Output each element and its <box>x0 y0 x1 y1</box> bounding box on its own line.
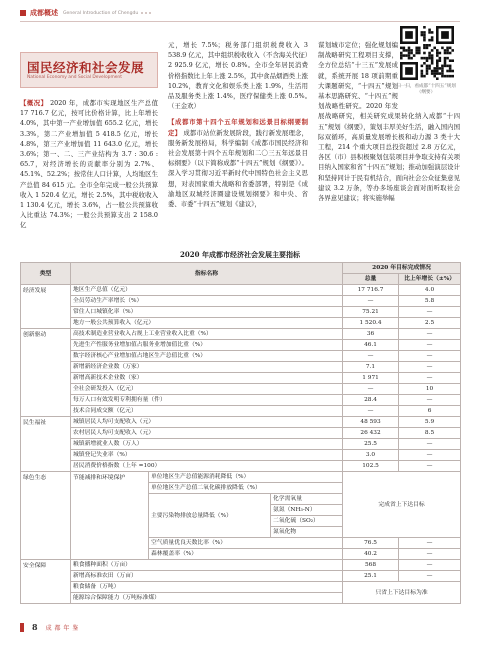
page-number: 8 <box>32 622 38 632</box>
indicator-growth: 8.5 <box>399 428 461 439</box>
indicator-name: 森林覆盖率（%） <box>149 549 343 560</box>
column-header-type: 类型 <box>21 263 71 285</box>
table-row <box>21 472 461 483</box>
page-header <box>20 7 153 19</box>
column-header-period: 2020 年目标完成情况 <box>343 263 461 274</box>
indicators-table <box>20 262 461 604</box>
indicator-name: 粮食播种面积（万亩） <box>71 560 343 571</box>
pollutant-name: 二氧化硫（SO₂） <box>271 516 343 527</box>
indicator-name: 全员劳动生产率增长（%） <box>71 296 343 307</box>
table-row <box>21 384 461 395</box>
chapter-heading-title: 国民经济和社会发展 <box>27 60 145 75</box>
section-marker-icon <box>20 10 26 16</box>
indicator-name: 主要污染物排放总量降低（%） <box>149 494 271 538</box>
indicator-name: 新增高标准农田（万亩） <box>71 571 343 582</box>
table-row <box>21 450 461 461</box>
indicator-growth: 4.0 <box>399 285 461 296</box>
indicator-total: — <box>343 296 399 307</box>
indicator-total: 36 <box>343 329 399 340</box>
indicator-name: 技术合同成交额（亿元） <box>71 406 343 417</box>
overview-continued-text: 元，增长 7.5%；税务部门组织税费收入 3 538.9 亿元，其中组织税收收入（不含海关代征）2 925.9 亿元，增长 0.8%。全市全年居民消费价格指数比上年上涨 2.5%，其中食品烟酒类上涨 10.2%，教育文化和娱乐类上涨 1.9%，生活用品及服务类上涨 1.4%，医疗保健类上涨 0.5%。 （王金欢） <box>168 41 315 111</box>
indicator-growth: — <box>399 340 461 351</box>
indicator-total: 568 <box>343 560 399 571</box>
indicator-name: 地方一般公共预算收入（亿元） <box>71 318 343 329</box>
pollutant-name: 化学需氧量 <box>271 494 343 505</box>
footer-marker-icon <box>20 623 24 632</box>
table-row <box>21 318 461 329</box>
indicator-growth: — <box>399 373 461 384</box>
table-row <box>21 406 461 417</box>
table-header-row <box>21 263 461 274</box>
header-rule <box>20 21 460 22</box>
indicator-name: 常住人口城镇化率（%） <box>71 307 343 318</box>
indicator-name: 城镇登记失业率（%） <box>71 450 343 461</box>
plan-text: 成都市站位新发展阶段，践行新发展理念，服务新发展格局，科学编制《成都市国民经济和社会发展第十四个五年规划和二〇三五年远景目标纲要》（以下简称成都“十四五”规划《纲要》）。深入学习贯彻习近平新时代中国特色社会主义思想，对表国家重大战略和省委部署，特别是《成渝地区双城经济圈建设规划纲要》和中央、省委、市委“十四五”规划《建议》， <box>168 128 309 209</box>
indicator-growth: — <box>399 450 461 461</box>
category-cell: 创新驱动 <box>21 329 71 417</box>
table-row <box>21 571 461 582</box>
indicator-growth: — <box>399 549 461 560</box>
indicator-growth: — <box>399 329 461 340</box>
chapter-heading-subtitle: National Economy and Social Development <box>27 75 122 80</box>
section-title: 成都概述 <box>30 8 58 17</box>
indicator-growth: — <box>399 395 461 406</box>
table-row <box>21 340 461 351</box>
indicator-name: 单位地区生产总值二氧化碳排放降低（%） <box>149 483 343 494</box>
indicator-name: 能源综合保障能力（万吨标准煤） <box>71 593 343 604</box>
table-row <box>21 351 461 362</box>
column-header-name: 指标名称 <box>71 263 343 285</box>
indicator-growth: 10 <box>399 384 461 395</box>
indicator-name: 粮食储备（万吨） <box>71 582 343 593</box>
indicator-growth: — <box>399 560 461 571</box>
category-cell: 民生福祉 <box>21 417 71 472</box>
indicator-total: 25.5 <box>343 439 399 450</box>
indicator-total: 26 432 <box>343 428 399 439</box>
indicator-total: — <box>343 384 399 395</box>
indicator-growth: — <box>399 351 461 362</box>
indicator-total: 3.0 <box>343 450 399 461</box>
indicator-name: 每万人口有效发明专利拥有量（件） <box>71 395 343 406</box>
indicator-name: 单位地区生产总值能源消耗降低（%） <box>149 472 343 483</box>
indicator-growth: 5.9 <box>399 417 461 428</box>
table-row <box>21 329 461 340</box>
indicator-total: 75.21 <box>343 307 399 318</box>
indicator-total: 1 520.4 <box>343 318 399 329</box>
indicator-total: — <box>343 406 399 417</box>
pollutant-name: 氮氧化物 <box>271 527 343 538</box>
indicator-total: 17 716.7 <box>343 285 399 296</box>
indicator-growth: — <box>399 362 461 373</box>
indicator-growth: — <box>399 571 461 582</box>
qr-caption: 扫一扫，看成都“十四五”规划（纲要） <box>396 84 456 95</box>
category-cell: 安全保障 <box>21 560 71 604</box>
indicator-total: 1 971 <box>343 373 399 384</box>
table-row <box>21 296 461 307</box>
table-row <box>21 461 461 472</box>
indicator-growth: 2.5 <box>399 318 461 329</box>
plan-label: 【成都市第十四个五年规划和远景目标纲要制定】 <box>168 118 308 137</box>
indicator-total: 76.5 <box>343 538 399 549</box>
column-header-growth: 比上年增长（±%） <box>399 274 461 285</box>
category-cell: 绿色生态 <box>21 472 71 560</box>
indicator-name: 空气质量优良天数比率（%） <box>149 538 343 549</box>
indicator-growth: — <box>399 307 461 318</box>
section-english-title: General Introduction of Chengdu <box>63 10 139 16</box>
qr-code-icon <box>400 26 454 80</box>
indicator-total: 102.5 <box>343 461 399 472</box>
overview-text: 2020 年，成都市实现地区生产总值 17 716.7 亿元，按可比价格计算，比上年增长 4.0%，其中第一产业增加值 655.2 亿元，增长 3.3%，第二产业增加值 5 418.5 亿元，增长 4.8%，第三产业增加值 11 643.0 亿元，增长 3.6%；第一、二、三产业结构为 3.7 : 30.6 : 65.7，对经济增长的贡献率分别为 2.7%、45.1%、52.2%；按常住人口计算，人均地区生产总值 84 615 元。全市全年完成一般公共预算收入 1 520.4 亿元，增长 2.5%，其中税收收入 1 130.4 亿元，增长 3.6%，占一般公共预算收入比重达 74.3%；一般公共预算支出 2 158.0 亿 <box>20 99 159 230</box>
indicator-total: 48 593 <box>343 417 399 428</box>
indicator-name: 城镇新增就业人数（万人） <box>71 439 343 450</box>
indicator-name: 新增新经济企业数（万家） <box>71 362 343 373</box>
decorative-dots-icon <box>141 12 153 14</box>
table-row <box>21 307 461 318</box>
plan-paragraph <box>168 117 308 209</box>
indicator-growth: — <box>399 538 461 549</box>
table-row <box>21 560 461 571</box>
table-row <box>21 582 461 593</box>
indicator-name: 城镇居民人均可支配收入（元） <box>71 417 343 428</box>
indicator-name: 全社会研发投入（亿元） <box>71 384 343 395</box>
table-title: 2020 年成都市经济社会发展主要指标 <box>180 250 300 259</box>
indicator-name: 先进生产性服务业增加值占服务业增加值比重（%） <box>71 340 343 351</box>
indicator-growth: 6 <box>399 406 461 417</box>
indicator-growth: — <box>399 461 461 472</box>
table-row <box>21 373 461 384</box>
target-cell: 完成省上下达目标 <box>343 472 461 538</box>
table-row <box>21 362 461 373</box>
table-row <box>21 439 461 450</box>
indicator-total: 7.1 <box>343 362 399 373</box>
indicator-total: 40.2 <box>343 549 399 560</box>
indicator-total: 25.1 <box>343 571 399 582</box>
text-column-2 <box>168 40 315 248</box>
indicator-name: 高技术制造业营业收入占规上工业营业收入比重（%） <box>71 329 343 340</box>
indicator-name: 地区生产总值（亿元） <box>71 285 343 296</box>
table-row <box>21 285 461 296</box>
table-row <box>21 417 461 428</box>
indicator-name: 新增高新技术企业数（家） <box>71 373 343 384</box>
book-title: 成 都 年 鉴 <box>45 624 79 632</box>
text-column-1 <box>20 98 158 248</box>
plan-continued-text: 谋划城市定位；强化规划编制战略研究工程项目支撑，全方位总结“十三五”发展成就，系统开展 18 项前期重大课题研究，“十四五”规划基本思路研究、“十四五”规划战略性研究。2020 年发展战略研究，相关研究成果转化纳入成都“十四五”规划《纲要》，策划丰厚美好生活，融入国内国际双循环，高质量发展增长极和动力源 3 类十大工程，214 个重大项目总投资超过 2.8 万亿元，各区（市）县积极聚划包装项目并争取支持有关项目纳入国家和省“十四五”规划；推动加强演层设计和坚持同计于民有机结合，面向社会公众征集意见建议 3.2 万条，等办多场座谈会面对面听取社会各界意见建议；将实施举幅 <box>318 41 460 203</box>
chapter-heading-box <box>20 52 158 88</box>
target-cell: 只省上下达目标为准 <box>343 582 461 604</box>
indicator-name: 居民消费价格指数（上年 =100） <box>71 461 343 472</box>
indicator-name: 数字经济核心产业增加值占地区生产总值比重（%） <box>71 351 343 362</box>
overview-paragraph <box>20 98 158 231</box>
indicator-total: — <box>343 351 399 362</box>
indicator-growth: 5.8 <box>399 296 461 307</box>
indicator-name: 农村居民人均可支配收入（元） <box>71 428 343 439</box>
category-cell: 经济发展 <box>21 285 71 329</box>
indicator-total: 28.4 <box>343 395 399 406</box>
indicator-growth: — <box>399 439 461 450</box>
pollutant-name: 氨氮（NH₃-N） <box>271 505 343 516</box>
indicator-group-cell: 节能减排和环境保护 <box>71 472 149 560</box>
overview-label: 【概况】 <box>20 99 48 107</box>
column-header-total: 总量 <box>343 274 399 285</box>
indicator-total: 46.1 <box>343 340 399 351</box>
page-footer <box>20 622 79 632</box>
table-row <box>21 395 461 406</box>
table-row <box>21 428 461 439</box>
